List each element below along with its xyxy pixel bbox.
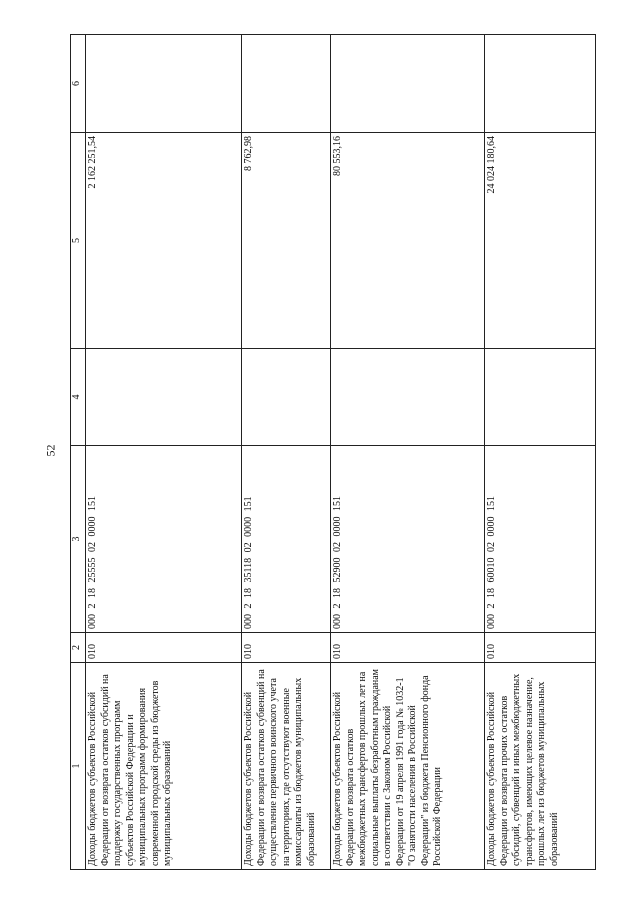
row-amount: 2 162 251,54 (86, 133, 242, 349)
table-row (242, 35, 331, 870)
row-budget-code: 000 2 18 25555 02 0000 151 (86, 446, 242, 633)
column-header-6: 6 (71, 35, 86, 133)
column-header-2: 2 (71, 633, 86, 663)
column-header-3: 3 (71, 446, 86, 633)
column-number-header (71, 35, 86, 870)
row-name: Доходы бюджетов субъектов Российской Федерации от возврата прочих остатков субсидий, субвенций и иных межбюджетных трансфертов, имеющих целевое назначение, прошлых лет из бюджетов муниципальных образований (485, 663, 596, 870)
row-col6 (331, 35, 485, 133)
row-budget-code: 000 2 18 60010 02 0000 151 (485, 446, 596, 633)
row-amount: 80 553,16 (331, 133, 485, 349)
column-header-1: 1 (71, 663, 86, 870)
row-col4 (485, 349, 596, 446)
row-col4 (331, 349, 485, 446)
row-col6 (86, 35, 242, 133)
row-admin-code: 010 (86, 633, 242, 663)
row-name: Доходы бюджетов субъектов Российской Федерации от возврата остатков субсидий на поддержку государственных программ субъектов Российской Федерации и муниципальных программ формирования современной городской среды из бюджетов муниципальных образований (86, 663, 242, 870)
table-row (331, 35, 485, 870)
row-amount: 8 762,98 (242, 133, 331, 349)
row-admin-code: 010 (331, 633, 485, 663)
row-admin-code: 010 (485, 633, 596, 663)
row-budget-code: 000 2 18 52900 02 0000 151 (331, 446, 485, 633)
column-header-4: 4 (71, 349, 86, 446)
row-admin-code: 010 (242, 633, 331, 663)
row-col6 (242, 35, 331, 133)
row-name: Доходы бюджетов субъектов Российской Федерации от возврата остатков субвенций на осуществление первичного воинского учета на территориях, где отсутствуют военные комиссариаты из бюджетов муниципальных образований (242, 663, 331, 870)
row-amount: 24 024 180,64 (485, 133, 596, 349)
column-header-5: 5 (71, 133, 86, 349)
table-row (86, 35, 242, 870)
row-col6 (485, 35, 596, 133)
row-col4 (242, 349, 331, 446)
page-number: 52 (43, 444, 58, 457)
row-name: Доходы бюджетов субъектов Российской Федерации от возврата остатков межбюджетных трансфертов прошлых лет на социальные выплаты безработным гражданам в соответствии с Законом Российской Федерации от 19 апреля 1991 года № 1032-1 "О занятости населения в Российской Федерации" из бюджета Пенсионного фонда Российской Федерации (331, 663, 485, 870)
table-row (485, 35, 596, 870)
row-budget-code: 000 2 18 35118 02 0000 151 (242, 446, 331, 633)
row-col4 (86, 349, 242, 446)
budget-revenue-table (70, 34, 596, 870)
rotated-page-content (70, 35, 596, 870)
